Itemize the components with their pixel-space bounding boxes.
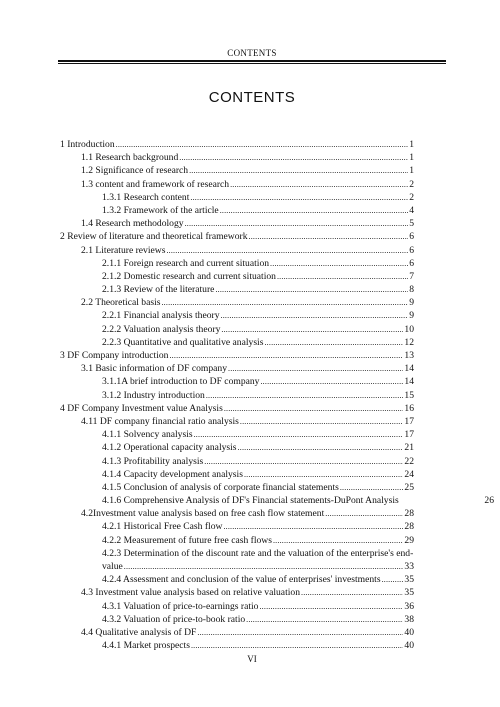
header-rule bbox=[58, 60, 446, 62]
toc-entry-label: 4.3.1 Valuation of price-to-earnings ratio bbox=[102, 600, 259, 612]
dot-leader bbox=[221, 309, 409, 322]
toc-entry-label: 1.1 Research background bbox=[81, 152, 179, 164]
toc-entry-page: 28 bbox=[404, 521, 414, 533]
dot-leader bbox=[244, 468, 403, 481]
toc-entry-page: 16 bbox=[404, 402, 414, 414]
toc-entry[interactable] bbox=[60, 441, 414, 454]
toc-entry[interactable] bbox=[60, 349, 414, 362]
dot-leader bbox=[194, 428, 404, 441]
toc-entry[interactable] bbox=[60, 520, 414, 533]
toc-entry-page: 17 bbox=[404, 429, 414, 441]
toc-entry-label: 4.2.4 Assessment and conclusion of the value of enterprises' investments bbox=[102, 574, 381, 586]
running-header: CONTENTS bbox=[227, 48, 277, 58]
toc-entry-label: 4 DF Company Investment value Analysis bbox=[60, 402, 223, 414]
toc-entry-page: 6 bbox=[409, 244, 414, 256]
toc-entry[interactable] bbox=[60, 547, 414, 560]
toc-entry[interactable] bbox=[60, 639, 414, 652]
toc-entry-page: 35 bbox=[404, 587, 414, 599]
toc-entry-label: 1.4 Research methodology bbox=[81, 218, 184, 230]
toc-entry-page: 35 bbox=[404, 574, 414, 586]
dot-leader bbox=[249, 230, 409, 243]
toc-entry-page: 40 bbox=[404, 640, 414, 652]
dot-leader bbox=[124, 560, 404, 573]
toc-entry-label: 2.1.1 Foreign research and current situation bbox=[102, 257, 270, 269]
toc-entry-page: 17 bbox=[404, 415, 414, 427]
toc-entry-page: 13 bbox=[404, 350, 414, 361]
table-of-contents bbox=[60, 138, 494, 652]
toc-entry-page: 8 bbox=[409, 284, 414, 296]
dot-leader bbox=[301, 586, 403, 599]
toc-entry-label: 4.1.3 Profitability analysis bbox=[102, 455, 204, 467]
toc-entry-label: 3.1.1A brief introduction to DF company bbox=[102, 376, 260, 388]
toc-entry-label: 4.4 Qualitative analysis of DF bbox=[81, 626, 197, 638]
dot-leader bbox=[340, 481, 404, 494]
toc-entry[interactable] bbox=[60, 507, 414, 520]
toc-entry[interactable] bbox=[60, 178, 414, 191]
toc-entry[interactable] bbox=[60, 244, 414, 257]
dot-leader bbox=[325, 507, 403, 520]
toc-entry[interactable] bbox=[60, 481, 414, 494]
dot-leader bbox=[260, 375, 403, 388]
toc-entry-page: 14 bbox=[404, 363, 414, 375]
dot-leader bbox=[169, 349, 403, 362]
toc-entry-label: 4.1.5 Conclusion of analysis of corporate financial statements bbox=[102, 481, 339, 493]
toc-entry-label: 4.4.1 Market prospects bbox=[102, 640, 190, 652]
dot-leader bbox=[238, 441, 404, 454]
toc-entry[interactable] bbox=[60, 296, 414, 309]
toc-entry[interactable] bbox=[60, 257, 414, 270]
toc-entry-label: 4.3.2 Valuation of price-to-book ratio bbox=[102, 613, 246, 625]
toc-entry-page: 36 bbox=[404, 600, 414, 612]
toc-entry[interactable] bbox=[60, 613, 414, 626]
toc-entry[interactable] bbox=[60, 455, 414, 468]
dot-leader bbox=[204, 455, 403, 468]
toc-entry-page: 25 bbox=[404, 481, 414, 493]
dot-leader bbox=[189, 164, 408, 177]
toc-entry-page: 22 bbox=[404, 455, 414, 467]
toc-entry[interactable] bbox=[60, 230, 414, 243]
toc-entry-page: 15 bbox=[404, 389, 414, 401]
dot-leader bbox=[264, 336, 403, 349]
toc-entry[interactable] bbox=[60, 217, 414, 230]
dot-leader bbox=[223, 520, 403, 533]
toc-entry-page: 1 bbox=[409, 165, 414, 177]
toc-entry-label: 2.2.1 Financial analysis theory bbox=[102, 310, 220, 322]
toc-entry-page: 28 bbox=[404, 508, 414, 520]
toc-entry-label: 3 DF Company introduction bbox=[60, 350, 169, 361]
toc-entry[interactable] bbox=[60, 323, 414, 336]
dot-leader bbox=[185, 217, 409, 230]
toc-entry[interactable] bbox=[60, 151, 414, 164]
toc-entry-label: 4.2Investment value analysis based on free cash flow statement bbox=[81, 508, 325, 520]
toc-entry-label: 4.2.3 Determination of the discount rate and the valuation of the enterprise's end- bbox=[102, 547, 414, 559]
page-number: VI bbox=[247, 654, 257, 664]
dot-leader bbox=[259, 600, 403, 613]
toc-entry[interactable] bbox=[60, 270, 414, 283]
toc-entry[interactable] bbox=[60, 415, 414, 428]
toc-entry-page: 29 bbox=[404, 534, 414, 546]
dot-leader bbox=[197, 626, 403, 639]
dot-leader bbox=[116, 138, 409, 151]
toc-entry-label: 2.1 Literature reviews bbox=[81, 244, 166, 256]
toc-entry-label: 1.3 content and framework of research bbox=[81, 178, 230, 190]
dot-leader bbox=[230, 178, 408, 191]
toc-entry-page: 24 bbox=[404, 468, 414, 480]
dot-leader bbox=[179, 151, 408, 164]
dot-leader bbox=[270, 257, 408, 270]
toc-entry[interactable] bbox=[60, 191, 414, 204]
dot-leader bbox=[277, 270, 408, 283]
toc-entry-label: 2.1.2 Domestic research and current situation bbox=[102, 270, 276, 282]
toc-entry[interactable] bbox=[60, 336, 414, 349]
dot-leader bbox=[161, 296, 408, 309]
toc-entry[interactable] bbox=[60, 468, 414, 481]
toc-entry-label: 1 Introduction bbox=[60, 139, 115, 150]
toc-entry-page: 2 bbox=[409, 191, 414, 203]
toc-entry-page: 26 bbox=[484, 495, 494, 507]
page-title: CONTENTS bbox=[208, 89, 296, 106]
toc-entry[interactable] bbox=[60, 309, 414, 322]
dot-leader bbox=[224, 402, 404, 415]
toc-entry-page: 21 bbox=[404, 442, 414, 454]
toc-entry[interactable] bbox=[60, 362, 414, 375]
toc-entry[interactable] bbox=[60, 283, 414, 296]
toc-entry-label: 2 Review of literature and theoretical framework bbox=[60, 231, 248, 243]
dot-leader bbox=[273, 534, 403, 547]
toc-entry-page: 7 bbox=[409, 270, 414, 282]
toc-entry-label: 4.11 DF company financial ratio analysis bbox=[81, 415, 239, 427]
toc-entry-label: value bbox=[102, 561, 123, 572]
header-rule-secondary bbox=[58, 63, 446, 64]
toc-entry-label: 1.3.1 Research content bbox=[102, 191, 190, 203]
toc-entry-page: 6 bbox=[409, 231, 414, 243]
toc-entry[interactable] bbox=[60, 204, 414, 217]
toc-entry-label: 4.2.1 Historical Free Cash flow bbox=[102, 521, 223, 533]
toc-entry-label: 4.1.1 Solvency analysis bbox=[102, 429, 193, 441]
toc-entry-label: 2.2 Theoretical basis bbox=[81, 297, 161, 309]
toc-entry[interactable] bbox=[60, 402, 414, 415]
toc-entry-label: 3.1 Basic information of DF company bbox=[81, 363, 228, 375]
toc-entry[interactable] bbox=[60, 560, 414, 573]
toc-entry-page: 4 bbox=[409, 204, 414, 216]
toc-entry-label: 4.1.6 Comprehensive Analysis of DF's Financial statements-DuPont Analysis bbox=[102, 495, 399, 507]
dot-leader bbox=[191, 639, 403, 652]
toc-entry-page: 5 bbox=[409, 218, 414, 230]
dot-leader bbox=[215, 283, 408, 296]
toc-entry-page: 2 bbox=[409, 178, 414, 190]
toc-entry-label: 4.1.2 Operational capacity analysis bbox=[102, 442, 237, 454]
toc-entry-page: 38 bbox=[404, 613, 414, 625]
toc-entry-label: 4.2.2 Measurement of future free cash flows bbox=[102, 534, 272, 546]
dot-leader bbox=[206, 389, 404, 402]
toc-entry[interactable] bbox=[60, 389, 414, 402]
toc-entry-page: 40 bbox=[404, 626, 414, 638]
toc-entry[interactable] bbox=[60, 600, 414, 613]
dot-leader bbox=[228, 362, 403, 375]
toc-entry[interactable] bbox=[60, 534, 414, 547]
dot-leader bbox=[240, 415, 404, 428]
toc-entry-label: 1.3.2 Framework of the article bbox=[102, 204, 219, 216]
toc-entry[interactable] bbox=[60, 626, 414, 639]
toc-entry-label: 2.2.3 Quantitative and qualitative analysis bbox=[102, 336, 264, 348]
toc-entry[interactable] bbox=[60, 428, 414, 441]
dot-leader bbox=[220, 204, 409, 217]
dot-leader bbox=[190, 191, 408, 204]
toc-entry-label: 2.2.2 Valuation analysis theory bbox=[102, 323, 221, 335]
toc-entry-label: 3.1.2 Industry introduction bbox=[102, 389, 205, 401]
toc-entry-page: 6 bbox=[409, 257, 414, 269]
toc-entry[interactable] bbox=[60, 138, 414, 151]
toc-entry[interactable] bbox=[60, 586, 414, 599]
dot-leader bbox=[221, 323, 403, 336]
toc-entry[interactable] bbox=[60, 164, 414, 177]
toc-entry-page: 9 bbox=[409, 297, 414, 309]
toc-entry-page: 1 bbox=[409, 139, 414, 150]
toc-entry-label: 4.3 Investment value analysis based on relative valuation bbox=[81, 587, 300, 599]
toc-entry-label: 2.1.3 Review of the literature bbox=[102, 284, 215, 296]
dot-leader bbox=[166, 244, 408, 257]
toc-entry-page: 10 bbox=[404, 323, 414, 335]
toc-entry-label: 4.1.4 Capacity development analysis bbox=[102, 468, 243, 480]
toc-entry[interactable] bbox=[60, 375, 414, 388]
toc-entry-page: 12 bbox=[404, 336, 414, 348]
toc-entry-page: 14 bbox=[404, 376, 414, 388]
toc-entry-label: 1.2 Significance of research bbox=[81, 165, 189, 177]
toc-entry[interactable] bbox=[60, 494, 494, 507]
toc-entry-page: 33 bbox=[404, 561, 414, 572]
toc-entry[interactable] bbox=[60, 573, 414, 586]
dot-leader bbox=[246, 613, 403, 626]
dot-leader bbox=[382, 573, 404, 586]
toc-entry-page: 9 bbox=[409, 310, 414, 322]
toc-entry-page: 1 bbox=[409, 152, 414, 164]
